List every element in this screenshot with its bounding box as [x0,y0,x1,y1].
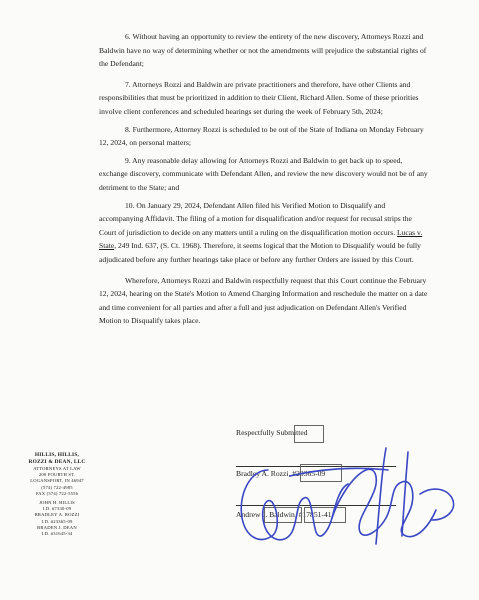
firm-address-2: 200 FOURTH ST. [38,472,76,478]
attorney-id-3: I.D. #31645-34 [41,531,73,537]
attorney-name-3: BRADEN J. DEAN [37,524,77,530]
paragraph-10-text: 10. On January 29, 2024, Defendant Allen filed his Verified Motion to Disqualify and accompanying Affidavit. The filing of a motion for disqualification and/or request for recusal strips the Court of jurisdiction to decide on any matters until a ruling on the disqualification motion occurs. [99,200,412,237]
firm-fax: FAX (574) 722-5556 [35,490,79,496]
attorney-name-2: BRADLEY A. ROZZI [34,512,80,518]
firm-address-1: ATTORNEYS AT LAW [33,466,81,471]
firm-name-line-2: ROZZI & DEAN, LLC [28,459,86,465]
signer-baldwin: Andrew J. Baldwin, #17851-41 [236,510,332,519]
paragraph-10 [99,199,429,267]
paragraph-6: 6. Without having an opportunity to review the entirety of the new discovery, Attorneys Rozzi and Baldwin have no way of determining whether or not the amendments will prejudice the substantial rights of the Defendant; [99,32,427,69]
signer-rozzi: Bradley A. Rozzi, #23365-09 [236,469,326,478]
law-firm-block [12,452,102,537]
attorney-id-2: I.D. #23365-09 [41,518,73,524]
signoff-text: Respectfully Submitted [236,428,308,437]
firm-name-line-1: HILLIS, HILLIS, [34,452,80,458]
attorney-id-1: I.D. #7330-09 [42,506,72,512]
wherefore-clause: Wherefore, Attorneys Rozzi and Baldwin respectfully request that this Court continue the February 12, 2024, hearing on the State's Motion to Amend Charging Information and reschedule the matter on a date and time convenient for all parties and after a full and just adjudication on Defendant Allen's Verified Motion to Disqualify takes place. [99,275,428,326]
paragraph-9: 9. Any reasonable delay allowing for Attorneys Rozzi and Baldwin to get back up to speed, exchange discovery, communicate with Defendant Allen, and review the new discovery would not be of any detriment to the State; and [99,155,428,192]
paragraph-7: 7. Attorneys Rozzi and Baldwin are private practitioners and therefore, have other Clients and responsibilities that must be prioritized in addition to their Client, Richard Allen. Some of these priorities involve client conferences and scheduled hearings set during the week of February 5th, 2024; [99,79,419,116]
attorney-name-1: JOHN H. HILLIS [39,500,75,506]
paragraph-8: 8. Furthermore, Attorney Rozzi is scheduled to be out of the State of Indiana on Monday February 12, 2024, on personal matters; [99,124,424,148]
paragraph-10-rest: , 249 Ind. 637, (S. Ct. 1968). Therefore, it seems logical that the Motion to Disqualify would be fully adjudicated before any further hearings take place or before any further Orders are issued by this Court. [99,241,421,264]
handwritten-signature [220,440,460,560]
firm-address-3: LOGANSPORT, IN 46947 [30,478,84,484]
case-citation: Lucas v. State [99,227,423,251]
motion-body [99,30,429,328]
firm-phone: (574) 722-4985 [41,484,73,490]
